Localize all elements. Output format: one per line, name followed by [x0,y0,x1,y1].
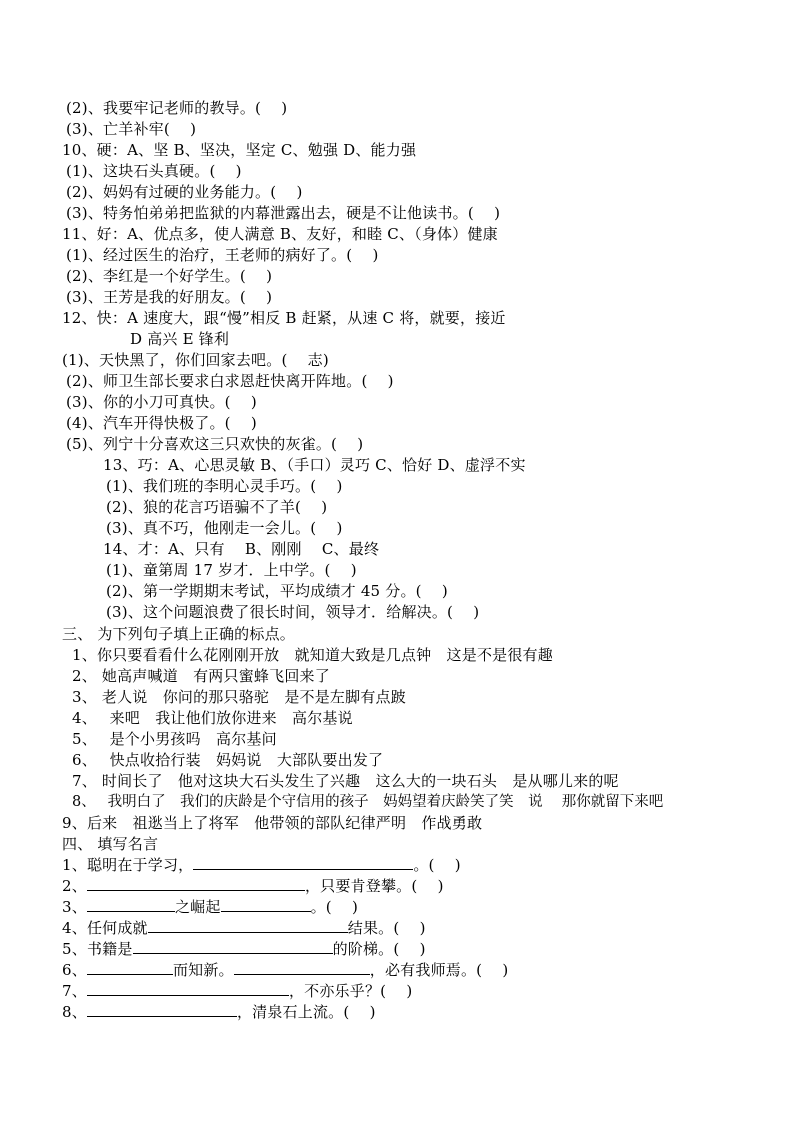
q14-sentence-1: (1)、童第周 17 岁才．上中学。( ) [106,561,357,579]
q12-title-continued: D 高兴 E 锋利 [130,330,230,348]
quote-blank[interactable] [133,939,333,954]
q12-sentence-4: (4)、汽车开得快极了。( ) [66,414,257,432]
punctuation-item-3: 3、 老人说 你问的那只骆驼 是不是左脚有点跛 [72,688,406,706]
q12-sentence-3: (3)、你的小刀可真快。( ) [66,393,257,411]
quote-blank[interactable] [87,960,173,975]
quote-item-6: 6、 而知新。 ，必有我师焉。( ) [62,961,509,979]
q10-sentence-3: (3)、特务怕弟弟把监狱的内幕泄露出去，硬是不让他读书。( ) [66,204,501,222]
q12-sentence-2: (2)、师卫生部长要求白求恩赶快离开阵地。( ) [66,372,394,390]
q12-sentence-5: (5)、列宁十分喜欢这三只欢快的灰雀。( ) [66,435,364,453]
quote-item-1: 1、聪明在于学习， 。( ) [62,856,461,874]
q12-title: 12、快：A 速度大，跟“慢”相反 B 赶紧，从速 C 将，就要，接近 [62,309,506,327]
q13-sentence-2: (2)、狼的花言巧语骗不了羊( ) [106,498,328,516]
q13-sentence-1: (1)、我们班的李明心灵手巧。( ) [106,477,343,495]
section4-heading: 四、 填写名言 [62,835,159,853]
q13-title: 13、巧：A、心思灵敏 B、（手口）灵巧 C、恰好 D、虚浮不实 [103,456,526,474]
quote-blank[interactable] [87,1002,237,1017]
punctuation-item-1: 1、你只要看看什么花刚刚开放 就知道大致是几点钟 这是不是很有趣 [72,646,553,664]
quote-item-5: 5、书籍是 的阶梯。( ) [62,940,426,958]
quote-blank[interactable] [234,960,370,975]
quote-item-8: 8、 ，清泉石上流。( ) [62,1003,376,1021]
q11-sentence-3: (3)、王芳是我的好朋友。( ) [66,288,273,306]
q10-title: 10、硬：A、坚 B、坚决，坚定 C、勉强 D、能力强 [62,141,417,159]
punctuation-item-7: 7、 时间长了 他对这块大石头发生了兴趣 这么大的一块石头 是从哪儿来的呢 [72,772,619,790]
q11-sentence-1: (1)、经过医生的治疗，王老师的病好了。( ) [66,246,379,264]
quote-blank[interactable] [87,897,175,912]
punctuation-item-6: 6、 快点收拾行装 妈妈说 大部队要出发了 [72,751,384,769]
q10-sentence-2: (2)、妈妈有过硬的业务能力。( ) [66,183,303,201]
quote-item-4: 4、任何成就 结果。( ) [62,919,426,937]
quote-item-3: 3、 之崛起 。( ) [62,898,359,916]
q9-sentence-3: (3)、亡羊补牢( ) [66,120,197,138]
q9-sentence-2: (2)、我要牢记老师的教导。( ) [66,99,288,117]
q14-sentence-3: (3)、这个问题浪费了很长时间，领导才．给解决。( ) [106,603,480,621]
quote-blank[interactable] [193,855,413,870]
q14-title: 14、才：A、只有 B、刚刚 C、最终 [103,540,380,558]
q10-sentence-1: (1)、这块石头真硬。( ) [66,162,242,180]
punctuation-item-9: 9、后来 祖逖当上了将军 他带领的部队纪律严明 作战勇敢 [62,814,483,832]
quote-item-2: 2、 ，只要肯登攀。( ) [62,877,444,895]
q12-sentence-1: (1)、天快黑了，你们回家去吧。( 志) [62,351,329,369]
quote-blank[interactable] [87,876,305,891]
q11-sentence-2: (2)、李红是一个好学生。( ) [66,267,273,285]
punctuation-item-8: 8、 我明白了 我们的庆龄是个守信用的孩子 妈妈望着庆龄笑了笑 说 那你就留下来吧 [72,794,664,810]
punctuation-item-5: 5、 是个小男孩吗 高尔基问 [72,730,277,748]
punctuation-item-2: 2、 她高声喊道 有两只蜜蜂飞回来了 [72,667,330,685]
quote-blank[interactable] [221,897,311,912]
quote-item-7: 7、 ，不亦乐乎？( ) [62,982,413,1000]
q13-sentence-3: (3)、真不巧，他刚走一会儿。( ) [106,519,343,537]
punctuation-item-4: 4、 来吧 我让他们放你进来 高尔基说 [72,709,353,727]
quote-blank[interactable] [148,918,348,933]
quote-blank[interactable] [87,981,289,996]
q11-title: 11、好：A、优点多，使人满意 B、友好，和睦 C、（身体）健康 [62,225,498,243]
section3-heading: 三、 为下列句子填上正确的标点。 [62,625,295,643]
q14-sentence-2: (2)、第一学期期末考试，平均成绩才 45 分。( ) [106,582,448,600]
